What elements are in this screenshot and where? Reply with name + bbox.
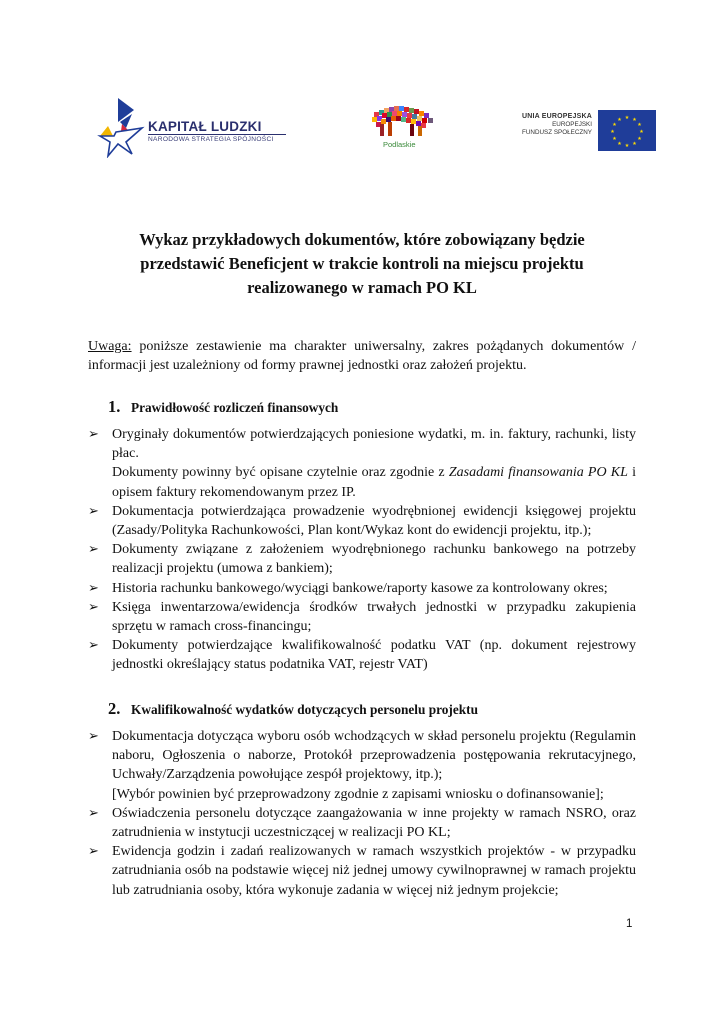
svg-text:★: ★ <box>612 136 617 142</box>
section-1-title: Prawidłowość rozliczeń finansowych <box>131 400 339 415</box>
list-item <box>88 636 636 674</box>
section-2-heading <box>108 694 478 721</box>
list-item-text: Historia rachunku bankowego/wyciągi bankowe/raporty kasowe za kontrolowany okres; <box>112 580 608 596</box>
eu-fund-label-2: FUNDUSZ SPOŁECZNY <box>522 129 592 136</box>
list-item <box>88 598 636 636</box>
svg-text:★: ★ <box>624 115 630 121</box>
title-line-1: Wykaz przykładowych dokumentów, które zobowiązany będzie <box>139 230 585 249</box>
arrow-bullet-icon: ➢ <box>88 580 99 596</box>
section-2-title: Kwalifikowalność wydatków dotyczących personelu projektu <box>131 702 478 717</box>
list-item-text: Oświadczenia personelu dotyczące zaangażowania w inne projekty w ramach NSRO, oraz zatrudnienia w instytucji uczestniczącej w realizacji PO KL; <box>112 805 636 841</box>
svg-text:★: ★ <box>610 129 615 135</box>
podlaskie-label: Podlaskie <box>383 140 416 149</box>
section-1-number: 1. <box>108 397 121 416</box>
list-item-text: Księga inwentarzowa/ewidencja środków trwałych jednostki w przypadku zakupienia sprzętu w ramach cross-financingu; <box>112 599 636 635</box>
svg-text:★: ★ <box>637 122 642 128</box>
arrow-bullet-icon: ➢ <box>88 599 99 615</box>
section-1-list <box>88 425 636 675</box>
kapital-ludzki-title: KAPITAŁ LUDZKI <box>148 119 262 134</box>
list-item-text: Dokumentacja potwierdzająca prowadzenie wyodrębnionej ewidencji księgowej projektu (Zasady/Polityka Rachunkowości, Plan kont/Wykaz kont do ewidencji projektu, itp.); <box>112 503 636 539</box>
section-2-list <box>88 727 636 900</box>
arrow-bullet-icon: ➢ <box>88 542 99 558</box>
arrow-bullet-icon: ➢ <box>88 844 99 860</box>
list-item <box>88 502 636 540</box>
list-item-text: Oryginały dokumentów potwierdzających poniesione wydatki, m. in. faktury, rachunki, listy płac. <box>112 427 636 462</box>
document-title <box>90 228 634 300</box>
continuation-text: Dokumenty powinny być opisane czytelnie oraz zgodnie z <box>112 465 449 481</box>
list-item <box>88 727 636 804</box>
arrow-bullet-icon: ➢ <box>88 638 99 654</box>
svg-text:★: ★ <box>617 141 622 147</box>
title-line-3: realizowanego w ramach PO KL <box>247 278 477 297</box>
list-item-text: Dokumenty potwierdzające kwalifikowalność podatku VAT (np. dokument rejestrowy jednostki określający status podatnika VAT, rejestr VAT) <box>112 638 636 673</box>
title-line-2: przedstawić Beneficjent w trakcie kontroli na miejscu projektu <box>140 254 584 273</box>
continuation-text-end: i opisem faktury rekomendowanym przez IP. <box>112 465 636 500</box>
svg-text:★: ★ <box>617 117 622 123</box>
podlaskie-logo <box>368 104 440 160</box>
note-label: Uwaga: <box>88 339 132 354</box>
financing-rules-reference: Zasadami finansowania PO KL <box>448 465 628 481</box>
eu-fund-label-1: EUROPEJSKI <box>552 121 592 128</box>
list-item-continuation <box>112 463 636 501</box>
bison-mosaic-icon <box>368 104 440 140</box>
page-number: 1 <box>626 918 633 930</box>
note-text: poniższe zestawienie ma charakter uniwersalny, zakres pożądanych dokumentów / informacji jest uzależniony od formy prawnej jednostki oraz założeń projektu. <box>88 339 636 373</box>
list-item-text: Ewidencja godzin i zadań realizowanych w ramach wszystkich projektów - w przypadku zatrudniania osób na podstawie więcej niż jednej umowy cywilnoprawnej w ramach projektu lub zatrudniania osoby, która wykonuje zadania w więcej niż jednym projekcie; <box>112 844 636 898</box>
list-item <box>88 425 636 502</box>
list-item-text: Dokumentacja dotycząca wyboru osób wchodzących w skład personelu projektu (Regulamin naboru, Ogłoszenia o naborze, Protokół przeprowadzenia postępowania rekrutacyjnego, Uchwały/Zarządzenia powołujące zespół projektowy, itp.); <box>112 729 636 783</box>
svg-text:★: ★ <box>632 141 637 147</box>
list-item-text: Dokumenty związane z założeniem wyodrębnionego rachunku bankowego na potrzeby realizacji projektu (umowa z bankiem); <box>112 542 636 577</box>
svg-text:★: ★ <box>639 129 644 135</box>
kapital-ludzki-subtitle: NARODOWA STRATEGIA SPÓJNOŚCI <box>148 136 274 143</box>
arrow-bullet-icon: ➢ <box>88 805 99 821</box>
section-2-number: 2. <box>108 699 121 718</box>
list-item-continuation: [Wybór powinien być przeprowadzony zgodnie z zapisami wniosku o dofinansowanie]; <box>112 786 604 802</box>
list-item <box>88 842 636 900</box>
svg-text:★: ★ <box>632 117 637 123</box>
list-item <box>88 579 636 598</box>
arrow-bullet-icon: ➢ <box>88 729 99 744</box>
svg-text:★: ★ <box>624 143 630 149</box>
kapital-ludzki-logo <box>96 98 296 158</box>
logo-divider <box>148 134 286 135</box>
eu-flag-icon <box>598 110 656 151</box>
svg-text:★: ★ <box>612 122 617 128</box>
svg-text:★: ★ <box>637 136 642 142</box>
list-item <box>88 540 636 578</box>
eu-union-label: UNIA EUROPEJSKA <box>521 113 592 120</box>
list-item <box>88 804 636 842</box>
note-paragraph <box>88 337 636 375</box>
section-1-heading <box>108 392 338 419</box>
arrow-bullet-icon: ➢ <box>88 427 99 442</box>
eu-logo <box>500 110 660 154</box>
kapital-ludzki-stars-icon <box>96 98 146 158</box>
arrow-bullet-icon: ➢ <box>88 503 99 519</box>
